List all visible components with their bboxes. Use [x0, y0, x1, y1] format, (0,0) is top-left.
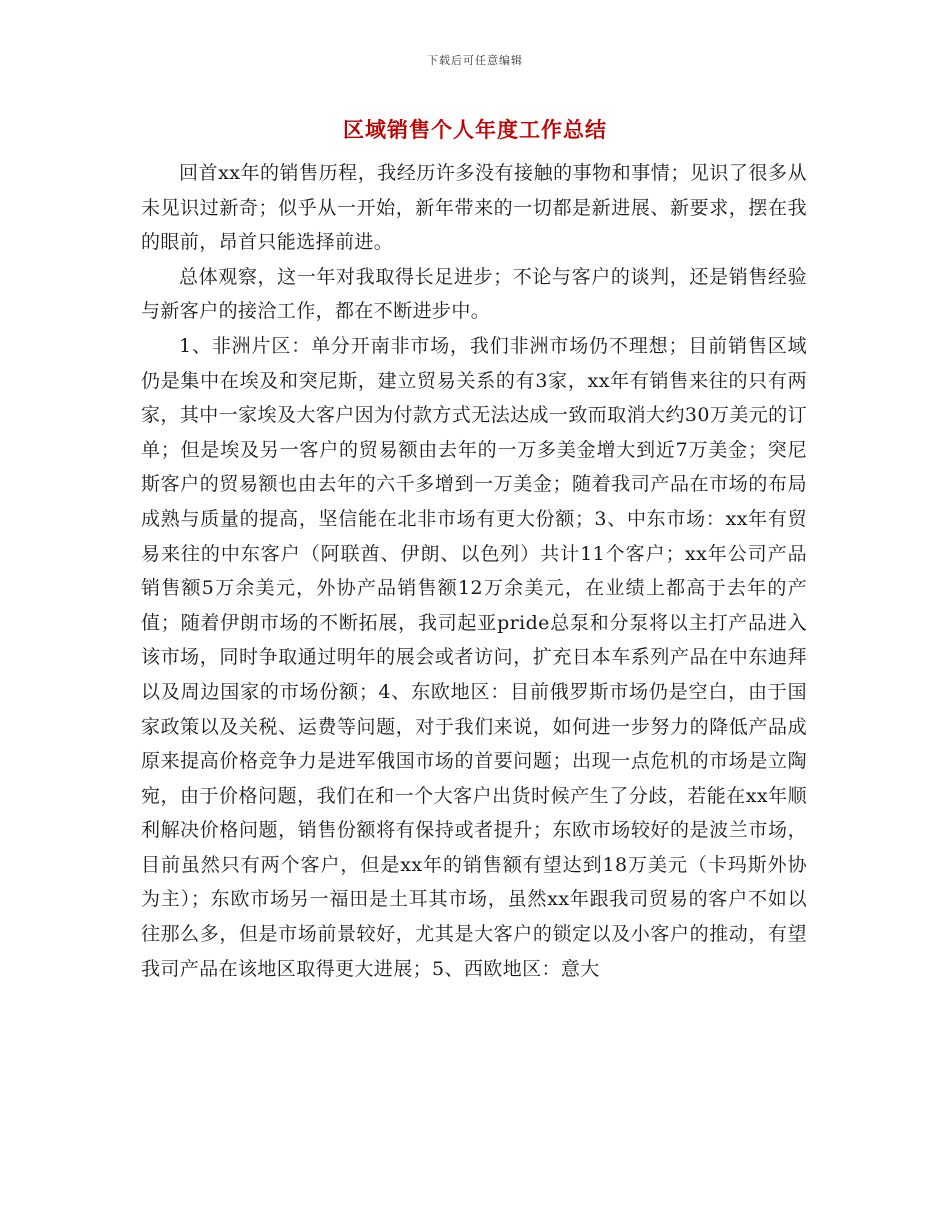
paragraph-intro: 回首xx年的销售历程，我经历许多没有接触的事物和事情；见识了很多从未见识过新奇；似乎从一开始，新年带来的一切都是新进展、新要求，摆在我的眼前，昂首只能选择前进。: [141, 162, 807, 254]
header-note: 下载后可任意编辑: [427, 54, 523, 67]
paragraph-regional-markets: 1、非洲片区：单分开南非市场，我们非洲市场仍不理想；目前销售区域仍是集中在埃及和突尼斯，建立贸易关系的有3家，xx年有销售来往的只有两家，其中一家埃及大客户因为付款方式无法达成一致而取消大约30万美元的订单；但是埃及另一客户的贸易额由去年的一万多美金增大到近7万美金；突尼斯客户的贸易额也由去年的六千多增到一万美金；随着我司产品在市场的布局成熟与质量的提高，坚信能在北非市场有更大份额；3、中东市场：xx年有贸易来往的中东客户（阿联酋、伊朗、以色列）共计11个客户；xx年公司产品销售额5万余美元，外协产品销售额12万余美元，在业绩上都高于去年的产值；随着伊朗市场的不断拓展，我司起亚pride总泵和分泵将以主打产品进入该市场，同时争取通过明年的展会或者访问，扩充日本车系列产品在中东迪拜以及周边国家的市场份额；4、东欧地区：目前俄罗斯市场仍是空白，由于国家政策以及关税、运费等问题，对于我们来说，如何进一步努力的降低产品成原来提高价格竞争力是进军俄国市场的首要问题；出现一点危机的市场是立陶宛，由于价格问题，我们在和一个大客户出货时候产生了分歧，若能在xx年顺利解决价格问题，销售份额将有保持或者提升；东欧市场较好的是波兰市场，目前虽然只有两个客户，但是xx年的销售额有望达到18万美元（卡玛斯外协为主）；东欧市场另一福田是土耳其市场，虽然xx年跟我司贸易的客户不如以往那么多，但是市场前景较好，尤其是大客户的锁定以及小客户的推动，有望我司产品在该地区取得更大进展；5、西欧地区：意大: [141, 334, 807, 980]
document-title: 区域销售个人年度工作总结: [343, 117, 607, 142]
document-body: [141, 156, 807, 986]
paragraph-overview: 总体观察，这一年对我取得长足进步；不论与客户的谈判，还是销售经验与新客户的接洽工作，都在不断进步中。: [141, 265, 807, 323]
